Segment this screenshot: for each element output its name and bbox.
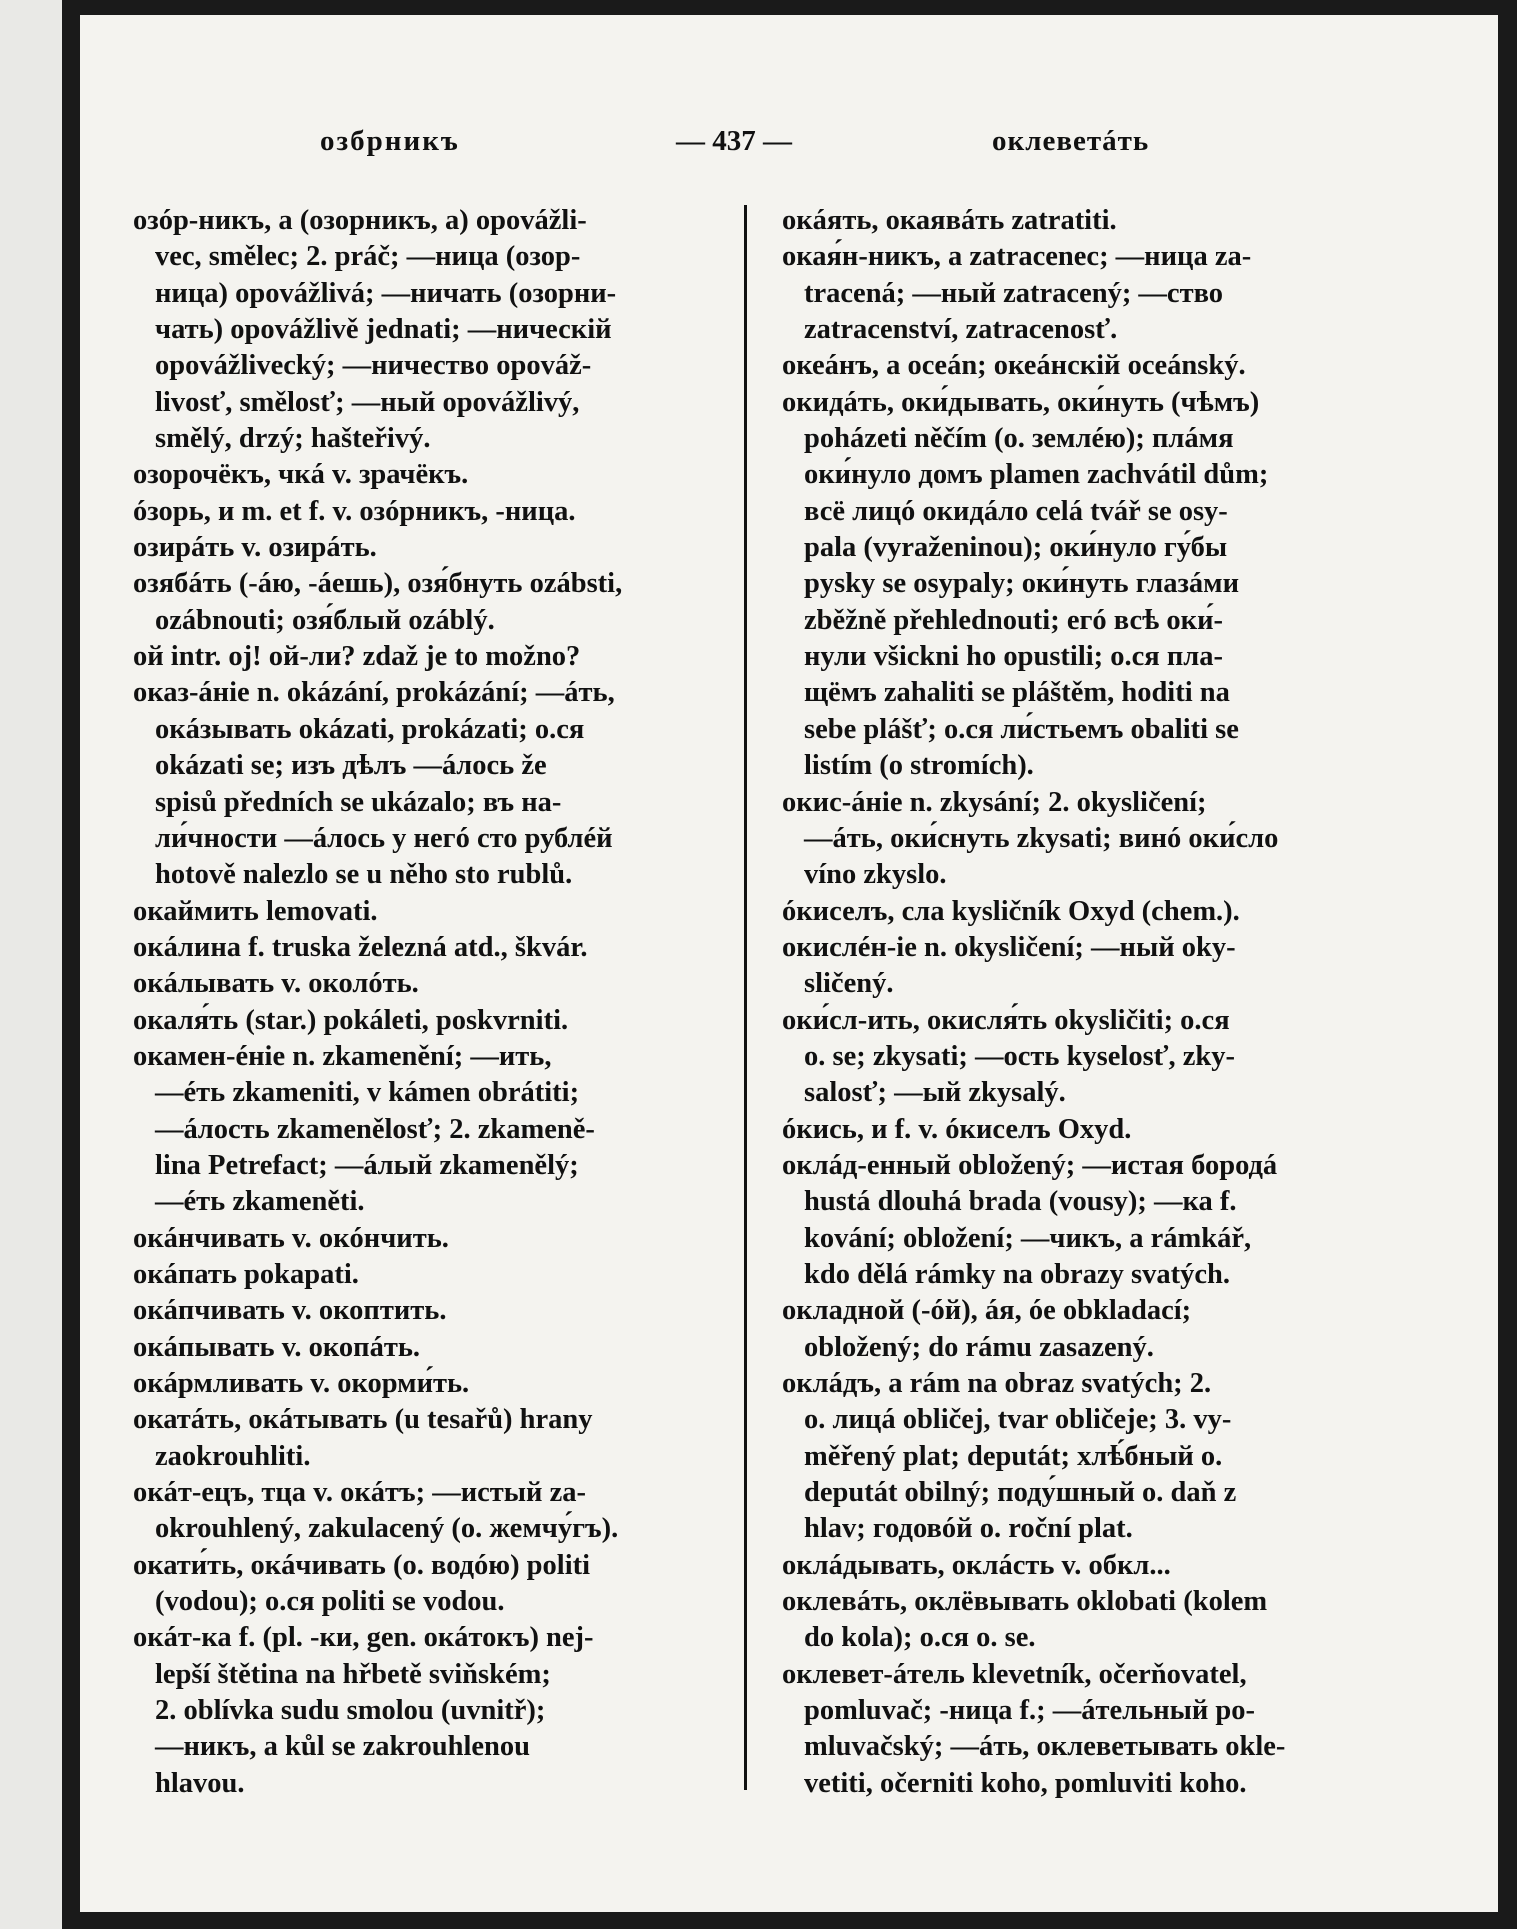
entry-line: окáпать pokapati.: [133, 1258, 359, 1290]
entry-line: o. se; zkysati; —ость kyselosť, zky-: [804, 1040, 1236, 1072]
entry-line: окаля́ть (star.) pokáleti, poskvrniti.: [133, 1004, 569, 1036]
entry-line: hustá dlouhá brada (vousy); —ка f.: [804, 1186, 1237, 1218]
entry-line: озирáть v. озирáть.: [133, 532, 377, 564]
entry-line: окамен-éніе n. zkamenění; —ить,: [133, 1040, 552, 1072]
entry-line: sličený.: [804, 968, 894, 1000]
entry-line: hotově nalezlo se u něho sto rublů.: [155, 859, 573, 891]
entry-line: окáнчивать v. окóнчить.: [133, 1222, 449, 1254]
dictionary-page: [80, 15, 1498, 1912]
entry-line: оказ-áніе n. okázání, prokázání; —áть,: [133, 677, 615, 709]
entry-line: окáт-ецъ, тца v. окáтъ; —истый za-: [133, 1477, 586, 1509]
entry-line: океáнъ, а oceán; океáнскій oceánský.: [782, 350, 1246, 382]
entry-line: оклевáть, оклёвывать oklobati (kolem: [782, 1586, 1268, 1618]
entry-line: щёмъ zahaliti se pláštěm, hoditi na: [804, 677, 1230, 709]
entry-line: окладной (-óй), áя, óе obkladací;: [782, 1295, 1192, 1327]
entry-line: окáпчивать v. окоптить.: [133, 1295, 447, 1327]
entry-line: óкиселъ, сла kysličník Oxyd (chem.).: [782, 895, 1240, 927]
entry-line: livosť, smělosť; —ный opovážlivý,: [155, 386, 580, 418]
entry-line: pysky se osypaly; оки́нуть глазáми: [804, 568, 1239, 600]
entry-line: do kola); о.ся o. se.: [804, 1622, 1036, 1654]
entry-line: озóр-никъ, а (озорникъ, а) opovážli-: [133, 205, 587, 236]
entry-line: оклевет-áтель klevetník, očerňovatel,: [782, 1658, 1247, 1690]
entry-line: zběžně přehlednouti; егó всѣ оки́-: [804, 604, 1223, 636]
entry-line: měřený plat; deputát; хлѣ́бный о.: [804, 1440, 1223, 1472]
entry-line: smělý, drzý; hašteřivý.: [155, 423, 431, 455]
entry-line: —никъ, a kůl se zakrouhlenou: [155, 1731, 530, 1763]
entry-line: vetiti, očerniti koho, pomluviti koho.: [804, 1767, 1247, 1799]
entry-line: окислéн-іе n. okysličení; —ный oky-: [782, 931, 1236, 963]
entry-line: окаймить lemovati.: [133, 895, 378, 927]
entry-line: окати́ть, окáчивать (о. водóю) politi: [133, 1549, 591, 1581]
entry-line: salosť; —ый zkysalý.: [804, 1077, 1066, 1109]
entry-line: —éть zkameniti, v kámen obrátiti;: [155, 1077, 580, 1109]
entry-line: deputát obilný; поду́шный о. daň z: [804, 1477, 1237, 1509]
entry-line: окис-áніе n. zkysání; 2. okysličení;: [782, 786, 1207, 818]
entry-line: listím (o stromích).: [804, 750, 1034, 782]
entry-line: víno zkyslo.: [804, 859, 947, 891]
entry-line: окáзывать okázati, prokázati; о.ся: [155, 713, 585, 745]
entry-line: kdo dělá rámky na obrazy svatých.: [804, 1258, 1230, 1290]
entry-line: оклáд-енный obložený; —истая бородá: [782, 1149, 1278, 1181]
entry-line: окая́н-никъ, а zatracenec; —ница za-: [782, 241, 1252, 273]
entry-line: —áть, оки́снуть zkysati; винó оки́сло: [804, 822, 1279, 854]
left-column: [133, 203, 783, 1802]
entry-line: mluvačský; —áть, оклеветывать okle-: [804, 1731, 1286, 1763]
page-header: [80, 125, 1498, 171]
entry-line: ли́чности —áлось у негó сто рублéй: [155, 822, 613, 854]
entry-line: —éть zkameněti.: [155, 1186, 365, 1218]
entry-line: pomluvač; -ница f.; —áтельный po-: [804, 1695, 1256, 1727]
entry-line: окидáть, оки́дывать, оки́нуть (чѣмъ): [782, 386, 1260, 418]
entry-line: оклáдывать, оклáсть v. обкл...: [782, 1549, 1171, 1581]
entry-line: нули všickni ho opustili; о.ся пла-: [804, 641, 1223, 673]
entry-line: окатáть, окáтывать (u tesařů) hrany: [133, 1404, 593, 1436]
entry-line: o. лицá obličej, tvar obličeje; 3. vy-: [804, 1404, 1232, 1436]
entry-line: zaokrouhliti.: [155, 1440, 311, 1472]
entry-line: zatracenství, zatracenosť.: [804, 314, 1118, 346]
entry-line: окáпывать v. окопáть.: [133, 1331, 421, 1363]
entry-line: óкись, и f. v. óкиселъ Oxyd.: [782, 1113, 1132, 1145]
header-headword-left: озбрникъ: [320, 125, 460, 157]
entry-line: окáлина f. truska železná atd., škvár.: [133, 931, 588, 963]
entry-line: ница) opovážlivá; —ничать (озорни-: [155, 277, 617, 309]
entry-line: озябáть (-áю, -áешь), озя́бнуть ozábsti,: [133, 568, 623, 600]
entry-line: okázati se; изъ дѣлъ —áлось že: [155, 750, 547, 782]
entry-line: obložený; do rámu zasazený.: [804, 1331, 1154, 1363]
entry-line: ой intr. oj! ой-ли? zdaž je to možno?: [133, 641, 581, 673]
entry-line: okrouhlený, zakulacený (o. жемчу́гъ).: [155, 1513, 619, 1545]
entry-line: оклáдъ, а rám na obraz svatých; 2.: [782, 1368, 1212, 1399]
entry-line: окáрмливать v. окорми́ть.: [133, 1368, 470, 1399]
entry-line: всё лицó окидáло celá tvář se osy-: [804, 495, 1228, 527]
entry-line: vec, smělec; 2. práč; —ница (озор-: [155, 241, 581, 273]
entry-line: poházeti něčím (o. землéю); плáмя: [804, 423, 1234, 455]
entry-line: sebe plášť; о.ся ли́стьемъ obaliti se: [804, 713, 1239, 745]
entry-line: lina Petrefact; —áлый zkamenělý;: [155, 1149, 579, 1181]
entry-line: óзорь, и m. et f. v. озóрникъ, -ница.: [133, 495, 576, 527]
entry-line: чать) opovážlivě jednati; —ническій: [155, 314, 612, 346]
entry-line: hlavou.: [155, 1767, 245, 1799]
entry-line: —áлость zkamenělosť; 2. zkameně-: [155, 1113, 595, 1145]
entry-line: окáлывать v. околóть.: [133, 968, 419, 1000]
entry-line: tracená; —ный zatracený; —ство: [804, 277, 1224, 309]
entry-line: pala (vyraženinou); оки́нуло гу́бы: [804, 532, 1228, 564]
header-headword-right: оклеветáть: [992, 125, 1150, 157]
entry-line: spisů předních se ukázalo; въ на-: [155, 786, 562, 818]
entry-line: озорочёкъ, чкá v. зрачёкъ.: [133, 459, 469, 491]
entry-line: opovážlivecký; —ничество opováž-: [155, 350, 592, 382]
column-divider: [744, 205, 747, 1790]
entry-line: ozábnouti; озя́блый ozáblý.: [155, 604, 495, 636]
entry-line: окáт-ка f. (pl. -ки, gen. окáтокъ) nej-: [133, 1622, 594, 1654]
entry-line: оки́нуло домъ plamen zachvátil dům;: [804, 459, 1269, 491]
entry-line: 2. oblívka sudu smolou (uvnitř);: [155, 1695, 546, 1727]
entry-line: окáять, окаявáть zatratiti.: [782, 205, 1117, 236]
right-column: [782, 203, 1422, 1802]
entry-line: hlav; годовóй о. roční plat.: [804, 1513, 1133, 1545]
entry-line: kování; obložení; —чикъ, а rámkář,: [804, 1222, 1252, 1254]
entry-line: (vodou); о.ся politi se vodou.: [155, 1586, 505, 1618]
previous-page-edge: [0, 0, 62, 1929]
entry-line: lepší štětina na hřbetě sviňském;: [155, 1658, 551, 1690]
entry-line: оки́сл-ить, окисля́ть okysličiti; о.ся: [782, 1004, 1230, 1036]
page-number: — 437 —: [676, 125, 792, 157]
